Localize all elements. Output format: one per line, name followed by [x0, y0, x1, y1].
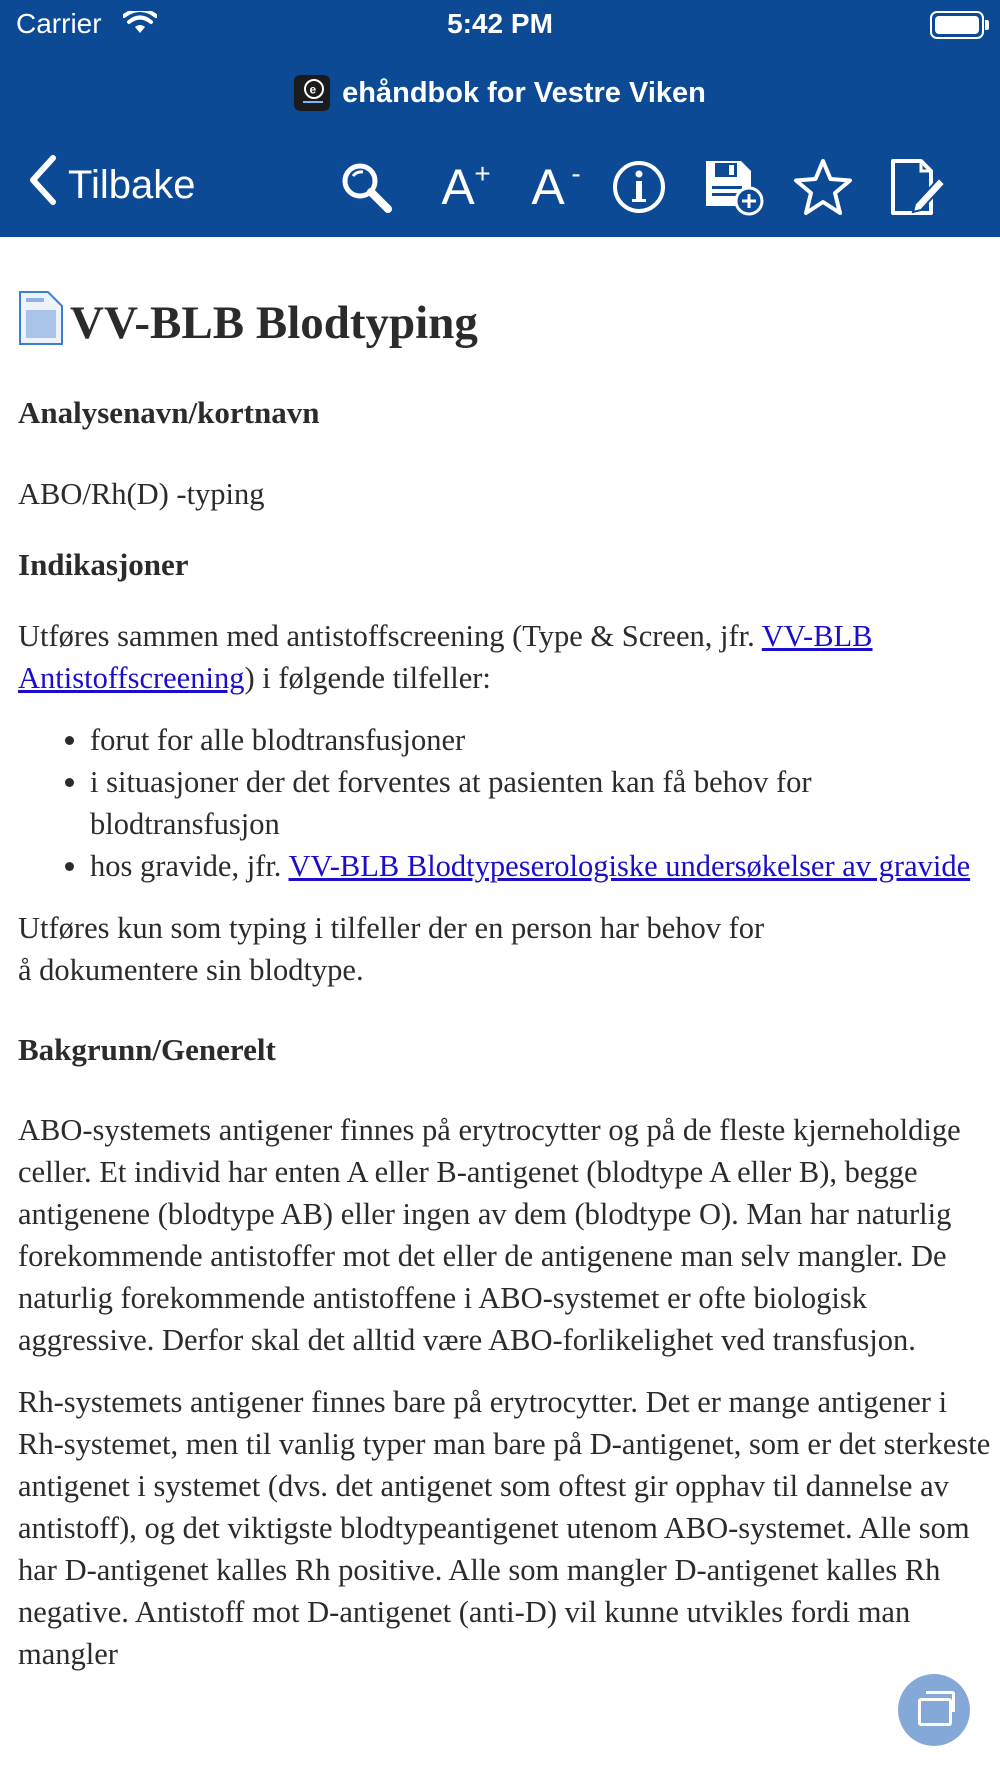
font-decrease-button[interactable] [516, 155, 580, 219]
analysenavn-text: ABO/Rh(D) -typing [18, 477, 265, 511]
document-title-row [18, 293, 993, 353]
section-heading-analysenavn: Analysenavn/kortnavn [18, 395, 320, 430]
list-item: • i situasjoner der det forventes at pasienten kan få behov for blodtransfusjon [90, 761, 993, 845]
search-icon [339, 160, 393, 214]
font-decrease-sign: - [571, 158, 581, 189]
section-heading-indikasjoner: Indikasjoner [18, 547, 189, 582]
favorite-button[interactable] [791, 155, 855, 219]
list-item [90, 845, 993, 887]
font-increase-letter: A [441, 159, 475, 215]
note-button[interactable] [886, 155, 950, 219]
bakgrunn-paragraph-1: ABO-systemets antigener finnes på erytrocytter og på de fleste kjerneholdige celler. Et individ har enten A eller B-antigenet (blodtype A eller B), begge antigenene (blodtype AB) eller ingen av dem (blodtype O). Man har naturlig forekommende antistoffer mot det eller de antigenene man selv mangler. De naturlig forekommende antistoffene i ABO-systemet er ofte biologisk aggressive. Derfor skal det alltid være ABO-forlikelighet ved transfusjon. [18, 1113, 961, 1357]
list-item-text: hos gravide, jfr. [90, 849, 289, 883]
section-heading-bakgrunn: Bakgrunn/Generelt [18, 1032, 276, 1067]
floating-action-button[interactable] [898, 1674, 970, 1746]
bakgrunn-paragraph-2: Rh-systemets antigener finnes bare på erytrocytter. Det er mange antigener i Rh-systemet, men til vanlig typer man bare på D-antigenet, som er det sterkeste antigenet i systemet (dvs. det antigenet som oftest gir opphav til dannelse av antistoff), og det viktigste blodtypeantigenet utenom ABO-systemet. Alle som har D-antigenet kalles Rh positive. Alle som mangler D-antigenet kalles Rh negative. Antistoff mot D-antigenet (anti-D) vil kunne utvikles fordi man mangler [18, 1385, 991, 1671]
save-add-icon [703, 158, 765, 216]
title-bar [0, 68, 1000, 118]
list-item: • forut for alle blodtransfusjoner [90, 719, 993, 761]
font-increase-sign: + [474, 158, 491, 189]
svg-text:e: e [309, 82, 317, 97]
info-button[interactable] [607, 155, 671, 219]
document-content [18, 237, 993, 1675]
carrier-label: Carrier [16, 8, 102, 39]
info-icon [611, 159, 667, 215]
chevron-left-icon [28, 155, 58, 215]
font-decrease-letter: A [531, 159, 565, 215]
save-button[interactable] [702, 155, 766, 219]
star-icon [792, 158, 854, 216]
app-title: ehåndbok for Vestre Viken [342, 76, 706, 109]
indikasjoner-intro-end: ) i følgende tilfeller: [244, 661, 491, 695]
app-logo-icon [294, 75, 330, 111]
status-time: 5:42 PM [447, 8, 553, 39]
font-decrease-icon [531, 158, 581, 215]
status-bar [0, 0, 1000, 50]
document-title: VV-BLB Blodtyping [70, 297, 478, 349]
indikasjoner-note: Utføres kun som typing i tilfeller der en person har behov for å dokumentere sin blodtype. [18, 911, 765, 987]
indikasjoner-intro-text: Utføres sammen med antistoffscreening (Type & Screen, jfr. [18, 619, 762, 653]
battery-icon [930, 11, 984, 39]
app-header [0, 0, 1000, 237]
edit-note-icon [889, 158, 947, 216]
document-icon [18, 290, 64, 357]
font-increase-button[interactable] [426, 155, 490, 219]
indikasjoner-intro [18, 615, 993, 699]
link-antistoffscreening[interactable]: VV-BLB Antistoffscreening [18, 619, 873, 695]
back-label: Tilbake [68, 162, 196, 207]
search-button[interactable] [334, 155, 398, 219]
back-button[interactable] [28, 158, 195, 212]
indication-list [18, 719, 993, 887]
font-increase-icon [441, 158, 491, 215]
toolbar [0, 150, 1000, 220]
link-blodtypeserologiske[interactable]: VV-BLB Blodtypeserologiske undersøkelser av gravide [288, 849, 971, 883]
